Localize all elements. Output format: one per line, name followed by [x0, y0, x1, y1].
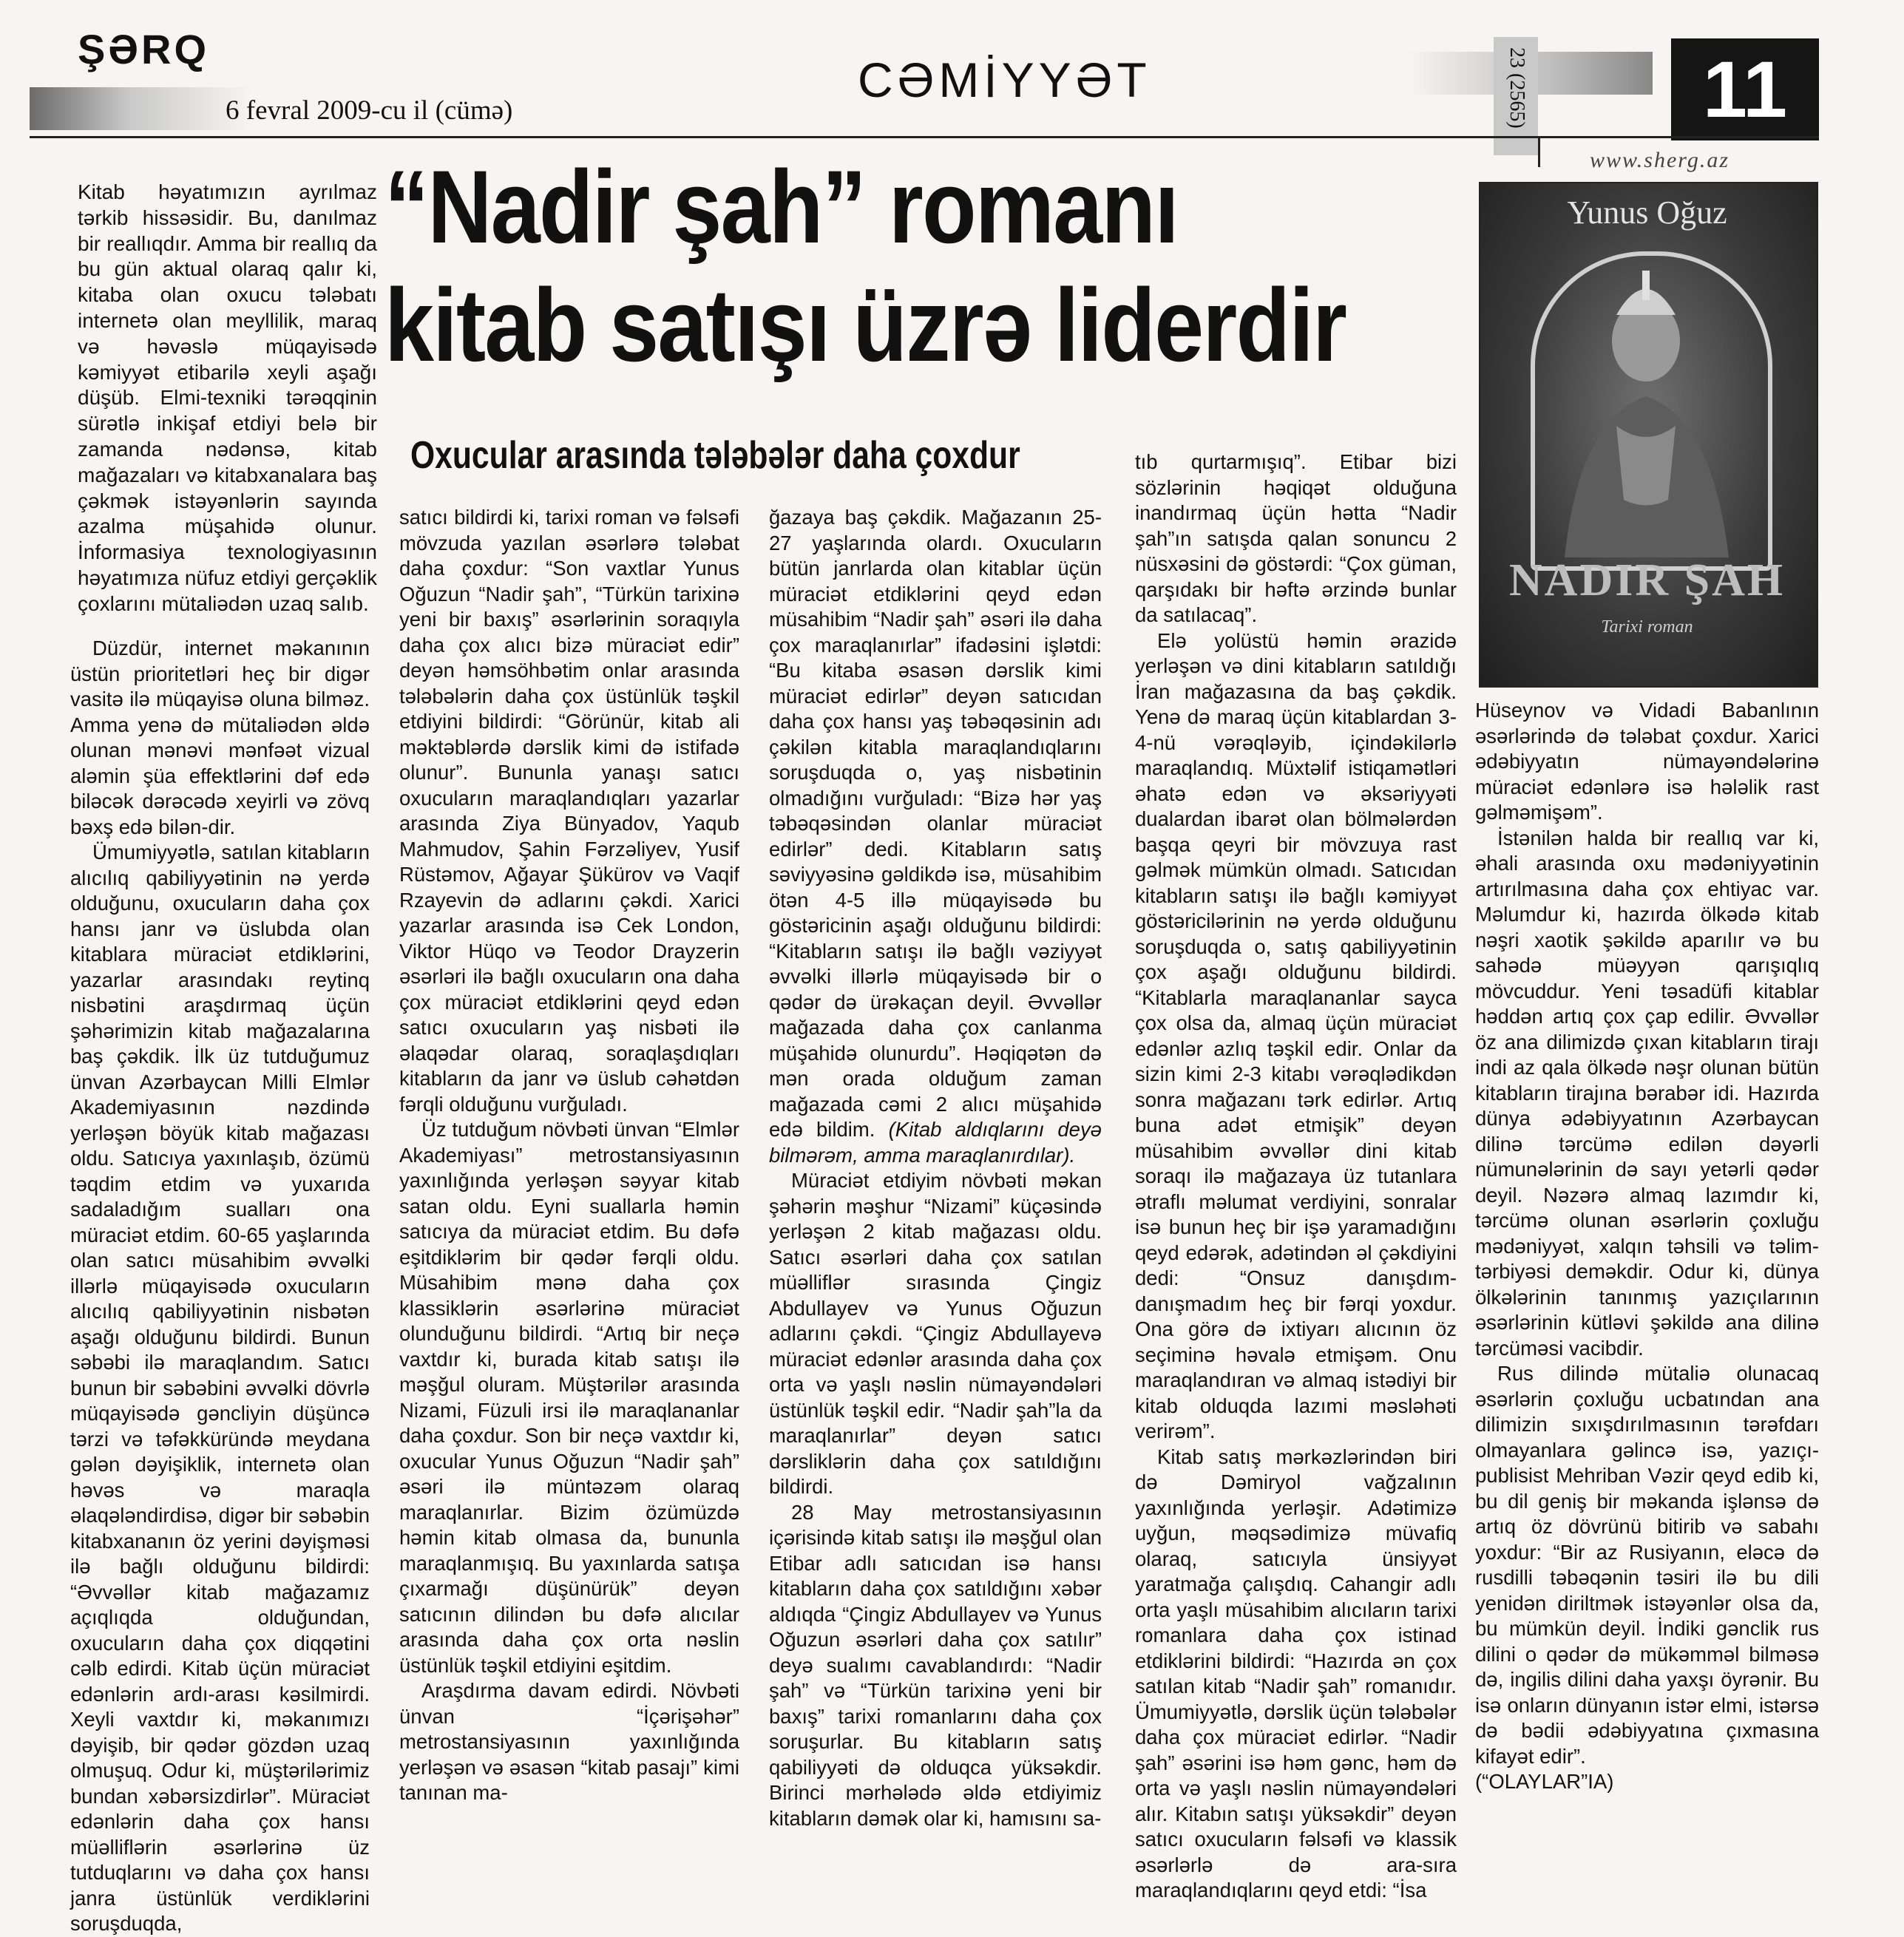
paragraph: Düzdür, internet məkanının üstün prioritetləri heç bir digər vasitə ilə müqayisə oluna bilməz. Amma yenə də mütaliədən əldə olunan mənəvi mənfəət vizual aləmin şüa effektlərini dəf edə biləcək dərəcədə xeyirli və zövq bəxş edə bilən-dir.: [70, 637, 370, 838]
article-column-4: [1135, 450, 1457, 1904]
paragraph: Ümumiyyətlə, satılan kitabların alıcılıq qabiliyyətinin nə yerdə olduğunu, oxucuların daha çox hansı janr və üslubda olan kitablara müraciət etdiklərini, yazarlar arasındakı reytinq nisbətini araşdırmaq üçün şəhərimizin kitab mağazalarına baş çəkdik. İlk üz tutduğumuz ünvan Azərbaycan Milli Elmlər Akademiyasının nəzdində yerləşən böyük kitab mağazası oldu. Satıcıya yaxınlaşıb, özümü təqdim etdim və yuxarıda sadaladığım sualları ona müraciət etdim. 60-65 yaşlarında olan satıcı müsahibim əvvəlki illərlə müqayisədə oxucuların alıcılıq qabiliyyətinin nisbətən aşağı olduğunu bildirdi. Bunun səbəbi ilə maraqlandım. Satıcı bunun bir səbəbini əvvəlki dövrlə müqayisədə gəncliyin düşüncə tərzi və təfəkküründə meydana gələn dəyişiklik, internetə olan həvəs və maraqla əlaqələndirdisə, digər bir səbəbin kitabxananın öz yerini dəyişməsi ilə bağlı olduğunu bildirdi: “Əvvəllər kitab mağazamız açıqlıqda olduğundan, oxucuların daha çox diqqətini cəlb edirdi. Kitab üçün müraciət edənlərin ardı-arası kəsilmirdi. Xeyli vaxtdır ki, məkanımızı dəyişib, bir qədər gözdən uzaq olmuşuq. Odur ki, müştərilərimiz bundan xəbərsizdirlər”. Müraciət edənlərin daha çox hansı müəlliflərin əsərlərinə üz tutduqlarını və daha çox hansı janra üstünlük verdiklərini soruşduqda,: [70, 841, 370, 1935]
lead-paragraph: Kitab həyatımızın ayrılmaz tərkib hissəsidir. Bu, danılmaz bir reallıqdır. Amma bir reallıq da bu gün aktual olaraq qalır ki, kitaba olan oxucu tələbatı internetə olan meyllilik, maraq və həvəslə müqayisədə kəmiyyət etibarilə xeyli aşağı düşüb. Elmi-texniki tərəqqinin sürətlə inkişaf etdiyi belə bir zamanda nədənsə, kitab mağazaları və kitabxanalara baş çəkmək istəyənlərin sayında azalma müşahidə olunur. İnformasiya texnologiyasının həyatımıza nüfuz etdiyi gerçəklik çoxlarını mütaliədən uzaq salıb.: [78, 180, 377, 615]
issue-date: 6 fevral 2009-cu il (cümə): [226, 95, 513, 126]
paragraph: satıcı bildirdi ki, tarixi roman və fəlsəfi mövzuda yazılan əsərlərə tələbat daha çoxdur: “Son vaxtlar Yunus Oğuzun “Nadir şah”, “Türkün tarixinə yeni bir baxış” əsərlərinin soraqıyla daha çox alıcı bizə müraciət edir” deyən həmsöhbətim onlar arasında tələbələrin daha çox üstünlük təşkil etdiyini bildirdi: “Görünür, kitab ali məktəblərdə dərslik kimi də istifadə olunur”. Bununla yanaşı satıcı oxucuların maraqlandıqları yazarlar arasında Ziya Bünyadov, Yaqub Mahmudov, Şahin Fərzəliyev, Yusif Rüstəmov, Ağayar Şükürov və Vaqif Rzayevin də adlarını çəkdi. Xarici yazarlar arasında isə Cek London, Viktor Hüqo və Teodor Drayzerin əsərləri ilə bağlı oxucuların ona daha çox müraciət etdiklərini qeyd edən satıcı oxucuların yaş nisbəti ilə əlaqədar olaraq, soraqlaşdıqları kitabların da janr və üslub cəhətdən fərqli olduğunu vurğuladı.: [399, 506, 739, 1116]
article-column-1: [70, 636, 370, 1937]
paragraph: Rus dilində mütaliə olunacaq əsərlərin çoxluğu ucbatından ana dilimizin sıxışdırılmasının tərəfdarı olmayanlara gəlincə isə, yazıçı-publisist Mehriban Vəzir qeyd edib ki, bu dil geniş bir məkanda işlənsə də artıq öz dövrünü bitirib və sabahı yoxdur: “Bir az Rusiyanın, eləcə də rusdilli təbəqənin təsiri ilə bu dili yenidən diriltmək istəyənlər olsa da, bu mümkün deyil. İndiki gənclik rus dilini o qədər də mükəmməl bilməsə də, ingilis dilini daha yaxşı öyrənir. Bu isə onların dünyanın istər elmi, istərsə də bədii ədəbiyyatına çıxmasına kifayət edir”.: [1475, 1362, 1819, 1768]
issue-number: 23 (2565): [1505, 47, 1528, 129]
paragraph: [769, 505, 1102, 1168]
page-number: 11: [1702, 44, 1788, 134]
article-subtitle: Oxucular arasında tələbələr daha çoxdur: [410, 434, 1020, 477]
article-headline: [384, 148, 1346, 384]
paragraph: 28 May metrostansiyasının içərisində kitab satışı ilə məşğul olan Etibar adlı satıcıdan isə hansı kitabların daha çox satıldığını xəbər aldıqda “Çingiz Abdullayev və Yunus Oğuzun əsərləri daha çox satılır” deyə sualımı cavablandırdı: “Nadir şah” və “Türkün tarixinə yeni bir baxış” tarixi romanlarını daha çox soruşurlar. Bu kitabların satış qabiliyyəti də olduqca yüksəkdir. Birinci mərhələdə əldə etdiyimiz kitabların dəmək olar ki, hamısını sa-: [769, 1500, 1102, 1830]
headline-line-2: kitab satışı üzrə liderdir: [384, 267, 1346, 383]
book-title: NADIR ŞAH: [1508, 555, 1786, 605]
italic-note: (Kitab aldıqlarını deyə bilmərəm, amma maraqlanırdılar).: [769, 1118, 1102, 1167]
book-subtitle: Tarixi roman: [1601, 617, 1693, 637]
article-lead: [78, 180, 377, 617]
article-column-3: [769, 505, 1102, 1831]
article-signature: (“OLAYLAR”IA): [1475, 1770, 1614, 1793]
paragraph: Üz tutduğum növbəti ünvan “Elmlər Akademiyası” metrostansiyasının yaxınlığında yerləşən səyyar kitab satan oldu. Eyni suallarla həmin satıcıya da müraciət etdim. Bu dəfə eşitdiklərim bir qədər fərqli oldu. Müsahibim mənə daha çox klassiklərin əsərlərinə müraciət olunduğunu bildirdi. “Artıq bir neçə vaxtdır ki, burada kitab satışı ilə məşğul oluram. Müştərilər arasında Nizami, Füzuli irsi ilə maraqlananlar daha çoxdur. Son bir neçə vaxtdır ki, oxucular Yunus Oğuzun “Nadir şah” əsəri ilə müntəzəm olaraq maraqlanırlar. Bizim özümüzdə həmin kitab olmasa da, bununla maraqlanmışıq. Bu yaxınlarda satışa çıxarmağı düşünürük” deyən satıcının dilindən bu dəfə alıcılar arasında daha çox orta nəslin üstünlük təşkil etdiyini eşitdim.: [399, 1118, 739, 1677]
paragraph: İstənilən halda bir reallıq var ki, əhali arasında oxu mədəniyyətinin artırılmasına daha çox ehtiyac var. Məlumdur ki, hazırda ölkədə kitab nəşri xaotik şəkildə aparılır və bu sahədə müəyyən qarışıqlıq mövcuddur. Yeni təsadüfi kitablar həddən artıq çox çap edilir. Əvvəllər öz ana dilimizdə çıxan kitabların tirajı indi az qala ölkədə nəşr olunan bütün kitabların tirajına bərabər idi. Hazırda dünya ədəbiyyatının Azərbaycan dilinə tərcümə edilən dəyərli nümunələrinin də sayı yetərli qədər deyil. Nəzərə almaq lazımdır ki, tərcümə olunan əsərlərin çoxluğu mədəniyyət, xalqın təhsili və təlim-tərbiyəsi deməkdir. Odur ki, dünya ölkələrinin tanınmış yazıçılarının əsərlərinin kütləvi şəkildə ana dilinə tərcüməsi vacibdir.: [1475, 826, 1819, 1360]
book-author: Yunus Oğuz: [1567, 194, 1727, 231]
header-rule-tick: [1538, 138, 1540, 167]
paragraph: Kitab satış mərkəzlərindən biri də Dəmiryol vağzalının yaxınlığında yerləşir. Adətimizə uyğun, məqsədimizə müvafiq olaraq, satıcıyla ünsiyyət yaratmağa çalışdıq. Cahangir adlı orta yaşlı müsahibim alıcıların tarixi romanlara daha çox istinad etdiklərini bildirdi: “Hazırda ən çox satılan kitab “Nadir şah” romanıdır. Ümumiyyətlə, dərslik üçün tələbələr daha çox müraciət edirlər. “Nadir şah” əsərini isə həm gənc, həm də orta və yaşlı nəslin nümayəndələri alır. Kitabın satışı yüksəkdir” deyən satıcı oxucuların fəlsəfi və klassik əsərlərlə də ara-sıra maraqlandıqlarını qeyd etdi: “İsa: [1135, 1445, 1457, 1902]
section-title: CƏMİYYƏT: [858, 52, 1151, 107]
paragraph: Araşdırma davam edirdi. Növbəti ünvan “İçərişəhər” metrostansiyasının yaxınlığında yerləşən və əsasən “kitab pasajı” kimi tanınan ma-: [399, 1679, 739, 1804]
paragraph: Elə yolüstü həmin ərazidə yerləşən və dini kitabların satıldığı İran mağazasına da baş çəkdik. Yenə də maraq üçün kitablardan 3-4-nü vərəqləyib, içindəkilərlə maraqlandıq. Müxtəlif istiqamətləri əhatə edən və əksəriyyəti dualardan ibarət olan bölmələrdən başqa qeyri bir mövzuya rast gəlmək mümkün olmadı. Satıcıdan kitabların satışı ilə bağlı kəmiyyət göstəricilərinin nə yerdə olduğunu soruşduqda o, satış qabiliyyətinin çox aşağı olduğunu bildirdi. “Kitablarla maraqlananlar sayca çox olsa da, almaq üçün müraciət edənlər azlıq təşkil edir. Onlar da sizin kimi 2-3 kitabı vərəqlədikdən sonra mağazanı tərk edirlər. Artıq buna adət etmişik” deyən müsahibim əvvəllər dini kitab soraqı ilə mağazaya üz tutanlara ətraflı məlumat verdiyini, sonralar isə bunun heç bir işə yaramadığını qeyd edərək, adətindən əl çəkdiyini dedi: “Onsuz danışdım-danışmadım heç bir fərqi yoxdur. Ona görə də ixtiyarı alıcının öz seçiminə həvalə etmişəm. Onu maraqlandıran və almaq istədiyi bir kitab olduqda lazımi məsləhəti verirəm”.: [1135, 628, 1457, 1442]
newspaper-logo: ŞƏRQ: [78, 26, 210, 72]
article-column-5: [1475, 698, 1819, 1795]
portrait-figure-icon: [1535, 256, 1759, 557]
headline-line-1: “Nadir şah” romanı: [384, 149, 1178, 265]
paragraph: Hüseynov və Vidadi Babanlının əsərlərində də tələbat çoxdur. Xarici ədəbiyyatın nümayəndələrinə müraciət edənlərə isə hələlik rast gəlməmişəm”.: [1475, 699, 1819, 824]
paragraph: tıb qurtarmışıq”. Etibar bizi sözlərinin həqiqət olduğuna inandırmaq üçün hətta “Nadir şah”ın satışda qalan sonuncu 2 nüsxəsini də göstərdi: “Çox güman, qarşıdakı bir həftə ərzində bunlar da satılacaq”.: [1135, 450, 1457, 626]
website-url: www.sherg.az: [1590, 148, 1730, 172]
paragraph-text: ğazaya baş çəkdik. Mağazanın 25-27 yaşlarında olardı. Oxucuların bütün janrlarda olan kitablar üçün müraciət etdiklərini qeyd edən müsahibim “Nadir şah” əsəri ilə daha çox maraqlanırlar” ifadəsini işlətdi: “Bu kitaba əsasən dərslik kimi müraciət edirlər” deyən satıcıdan daha çox hansı yaş təbəqəsinin adı çəkilən kitabla maraqlandıqlarını soruşduqda o, yaş nisbətinin olmadığını vurğuladı: “Bizə hər yaş təbəqəsindən olanlar müraciət edirlər” dedi. Kitabların satış səviyyəsinə gəldikdə isə, müsahibim ötən 4-5 illə müqayisədə bu göstəricinin aşağı olduğunu bildirdi: “Kitabların satışı ilə bağlı vəziyyət əvvəlki illərlə müqayisədə bir o qədər də ürəkaçan deyil. Əvvəllər mağazada daha çox canlanma müşahidə olunurdu”. Həqiqətən də mən orada olduğum zaman mağazada cəmi 2 alıcı müşahidə edə bildim.: [769, 506, 1102, 1141]
header-gradient-bar: [30, 87, 251, 130]
portrait-illustration-icon: [1531, 251, 1772, 571]
paragraph: Müraciət etdiyim növbəti məkan şəhərin məşhur “Nizami” küçəsində yerləşən 2 kitab mağazası oldu. Satıcı əsərləri daha çox satılan müəlliflər sırasında Çingiz Abdullayev və Yunus Oğuzun adlarını çəkdi. “Çingiz Abdullayevə müraciət edənlər arasında daha çox orta və yaşlı nəslin nümayəndələri üstünlük təşkil edir. “Nadir şah”la da maraqlanırlar” deyən satıcı dərsliklərin daha çox satıldığını bildirdi.: [769, 1169, 1102, 1498]
header-rule: [30, 136, 1819, 138]
article-column-2: [399, 505, 739, 1806]
